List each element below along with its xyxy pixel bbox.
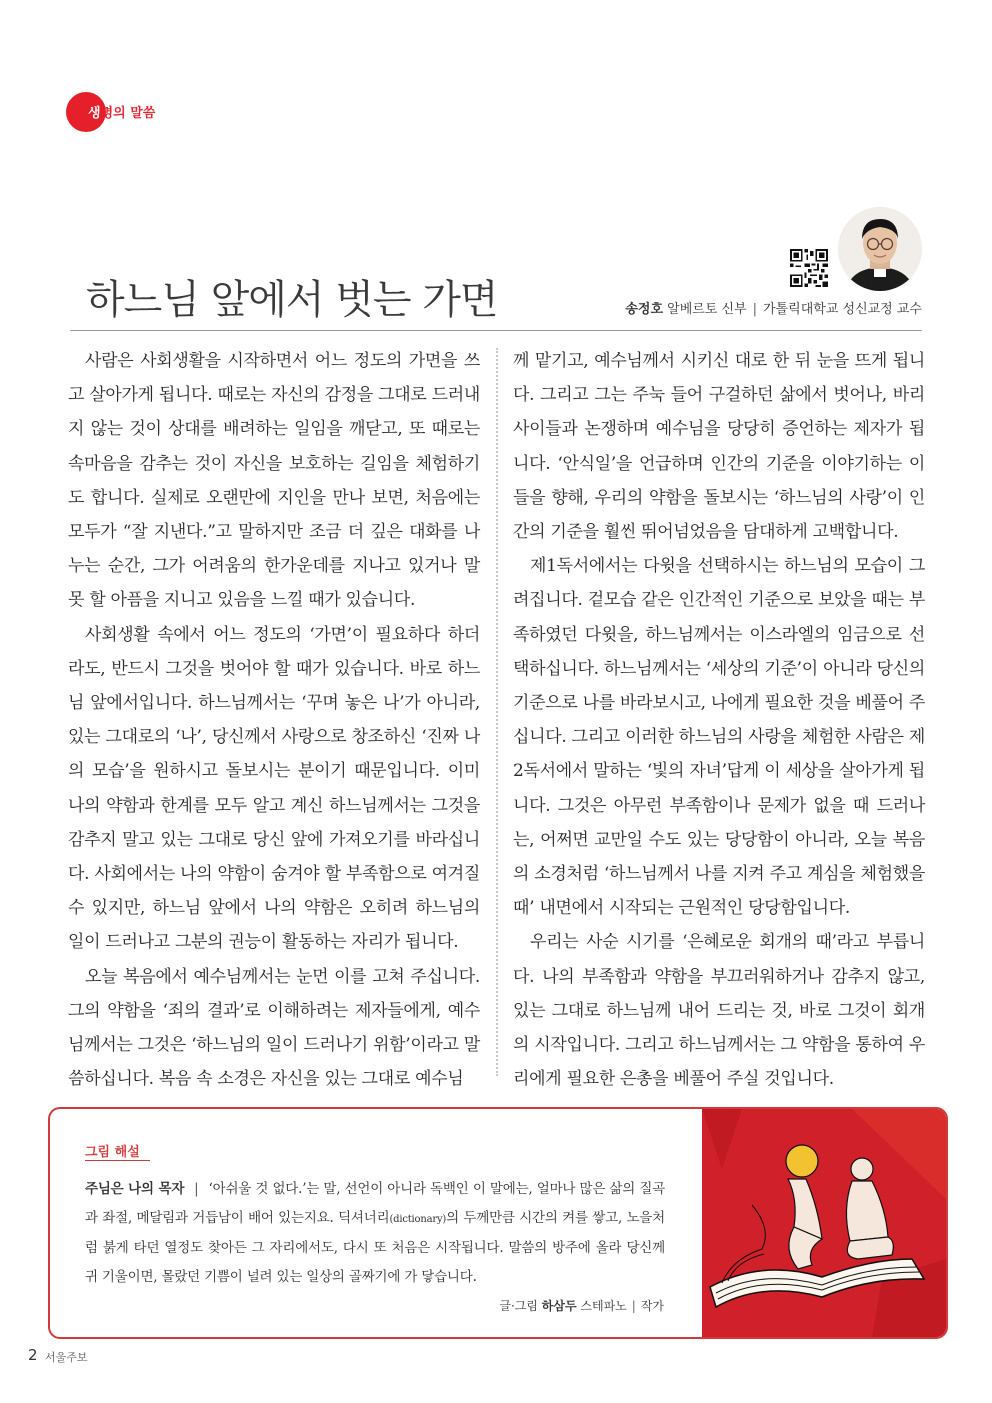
art-text-b: 의 두께만큼 시간의 켜를 쌓고, 노을처럼 붉게 타던 열정도 찾아든 그 자리에서도, 다시 또 처음은 시작됩니다. 말씀의 방주에 올라 당신께 귀 기울이면, 몰랐던 기쁨이 널려 있는 일상의 골짜기에 가 닿습니다.: [85, 1210, 665, 1285]
art-box-heading: 그림 해설: [85, 1145, 140, 1160]
artwork-illustration: [702, 1109, 946, 1337]
article-column-right: [513, 344, 925, 1096]
author-byline: [625, 298, 922, 317]
section-tag: 생명의 말씀: [88, 106, 156, 121]
paragraph: 제1독서에서는 다윗을 선택하시는 하느님의 모습이 그려집니다. 겉모습 같은 인간적인 기준으로 보았을 때는 부족하였던 다윗을, 하느님께서는 이스라엘의 임금으로 선택하십니다. 하느님께서는 ‘세상의 기준’이 아니라 당신의 기준으로 나를 바라보시고, 나에게 필요한 것을 베풀어 주십니다. 그리고 이러한 하느님의 사랑을 체험한 사람은 제2독서에서 말하는 ‘빛의 자녀’답게 이 세상을 살아가게 됩니다. 그것은 아무런 부족함이나 문제가 없을 때 드러나는, 어쩌면 교만일 수도 있는 당당함이 아니라, 오늘 복음의 소경처럼 ‘하느님께서 나를 지켜 주고 계심을 체험했을 때’ 내면에서 시작되는 근원적인 당당함입니다.: [513, 556, 925, 919]
art-text-a: ‘아쉬울 것 없다.’는 말, 선언이 아니라 독백인 이 말에는, 얼마나 많은 삶의 질곡과 좌절, 메달림과 거듭남이 배어 있는지요. 딕셔너리: [85, 1181, 665, 1226]
paragraph: 께 맡기고, 예수님께서 시키신 대로 한 뒤 눈을 뜨게 됩니다. 그리고 그는 주눅 들어 구걸하던 삶에서 벗어나, 바리사이들과 논쟁하며 예수님을 당당히 증언하는 제자가 됩니다. ‘안식일’을 언급하며 인간의 기준을 이야기하는 이들을 향해, 우리의 약함을 돌보시는 ‘하느님의 사랑’이 인간의 기준을 훨씬 뛰어넘었음을 담대하게 고백합니다.: [513, 351, 925, 543]
art-commentary-box: [48, 1107, 948, 1339]
credit-name: 하삼두: [541, 1299, 577, 1313]
paragraph: 오늘 복음에서 예수님께서는 눈먼 이를 고쳐 주십니다. 그의 약함을 ‘죄의 결과’로 이해하려는 제자들에게, 예수님께서는 그것은 ‘하느님의 일이 드러나기 위함’이라고 말씀하십니다. 복음 속 소경은 자신을 있는 그대로 예수님: [68, 966, 480, 1090]
article-column-left: [68, 344, 480, 1096]
credit-role: 스테파노: [580, 1299, 627, 1313]
byline-separator: |: [752, 302, 758, 317]
art-credit: [499, 1297, 664, 1314]
qr-code-icon[interactable]: [790, 249, 828, 287]
art-box-heading-underline: [85, 1160, 150, 1161]
title-rule: [70, 330, 922, 331]
author-affiliation: 가톨릭대학교 성신교정 교수: [763, 302, 922, 317]
art-title-separator: |: [194, 1181, 199, 1197]
paragraph: 우리는 사순 시기를 ‘은혜로운 회개의 때’라고 부릅니다. 나의 부족함과 약함을 부끄러워하거나 감추지 않고, 있는 그대로 하느님께 내어 드리는 것, 바로 그것이 회개의 시작입니다. 그리고 하느님께서는 그 약함을 통하여 우리에게 필요한 은총을 베풀어 주실 것입니다.: [513, 932, 925, 1090]
publication-name: 서울주보: [45, 1351, 88, 1364]
paragraph: 사람은 사회생활을 시작하면서 어느 정도의 가면을 쓰고 살아가게 됩니다. 때로는 자신의 감정을 그대로 드러내지 않는 것이 상대를 배려하는 일임을 깨닫고, 또 때로는 속마음을 감추는 것이 자신을 보호하는 길임을 체험하기도 합니다. 실제로 오랜만에 지인을 만나 보면, 처음에는 모두가 “잘 지낸다.”고 말하지만 조금 더 깊은 대화를 나누는 순간, 그가 어려움의 한가운데를 지나고 있거나 말 못 할 아픔을 지니고 있음을 느낄 때가 있습니다.: [68, 351, 480, 611]
paragraph: 사회생활 속에서 어느 정도의 ‘가면’이 필요하다 하더라도, 반드시 그것을 벗어야 할 때가 있습니다. 바로 하느님 앞에서입니다. 하느님께서는 ‘꾸며 놓은 나’가 아니라, 있는 그대로의 ‘나’, 당신께서 사랑으로 창조하신 ‘진짜 나의 모습’을 원하시고 돌보시는 분이기 때문입니다. 이미 나의 약함과 한계를 모두 알고 계신 하느님께서는 그것을 감추지 말고 있는 그대로 당신 앞에 가져오기를 바라십니다. 사회에서는 나의 약함이 숨겨야 할 부족함으로 여겨질 수 있지만, 하느님 앞에서 나의 약함은 오히려 하느님의 일이 드러나고 그분의 권능이 활동하는 자리가 됩니다.: [68, 624, 480, 953]
author-name: 송정호: [625, 302, 664, 317]
art-box-text: [85, 1175, 665, 1292]
author-photo: [838, 207, 922, 291]
art-title: 주님은 나의 목자: [85, 1181, 185, 1197]
credit-prefix: 글·그림: [499, 1299, 538, 1313]
page-number: 2: [28, 1346, 38, 1364]
credit-separator: |: [631, 1299, 636, 1313]
article-title: 하느님 앞에서 벗는 가면: [86, 277, 498, 323]
art-text-small: (dictionary): [389, 1214, 447, 1225]
credit-job: 작가: [640, 1299, 664, 1313]
author-role: 알베르토 신부: [667, 302, 747, 317]
column-divider: [496, 348, 498, 1076]
